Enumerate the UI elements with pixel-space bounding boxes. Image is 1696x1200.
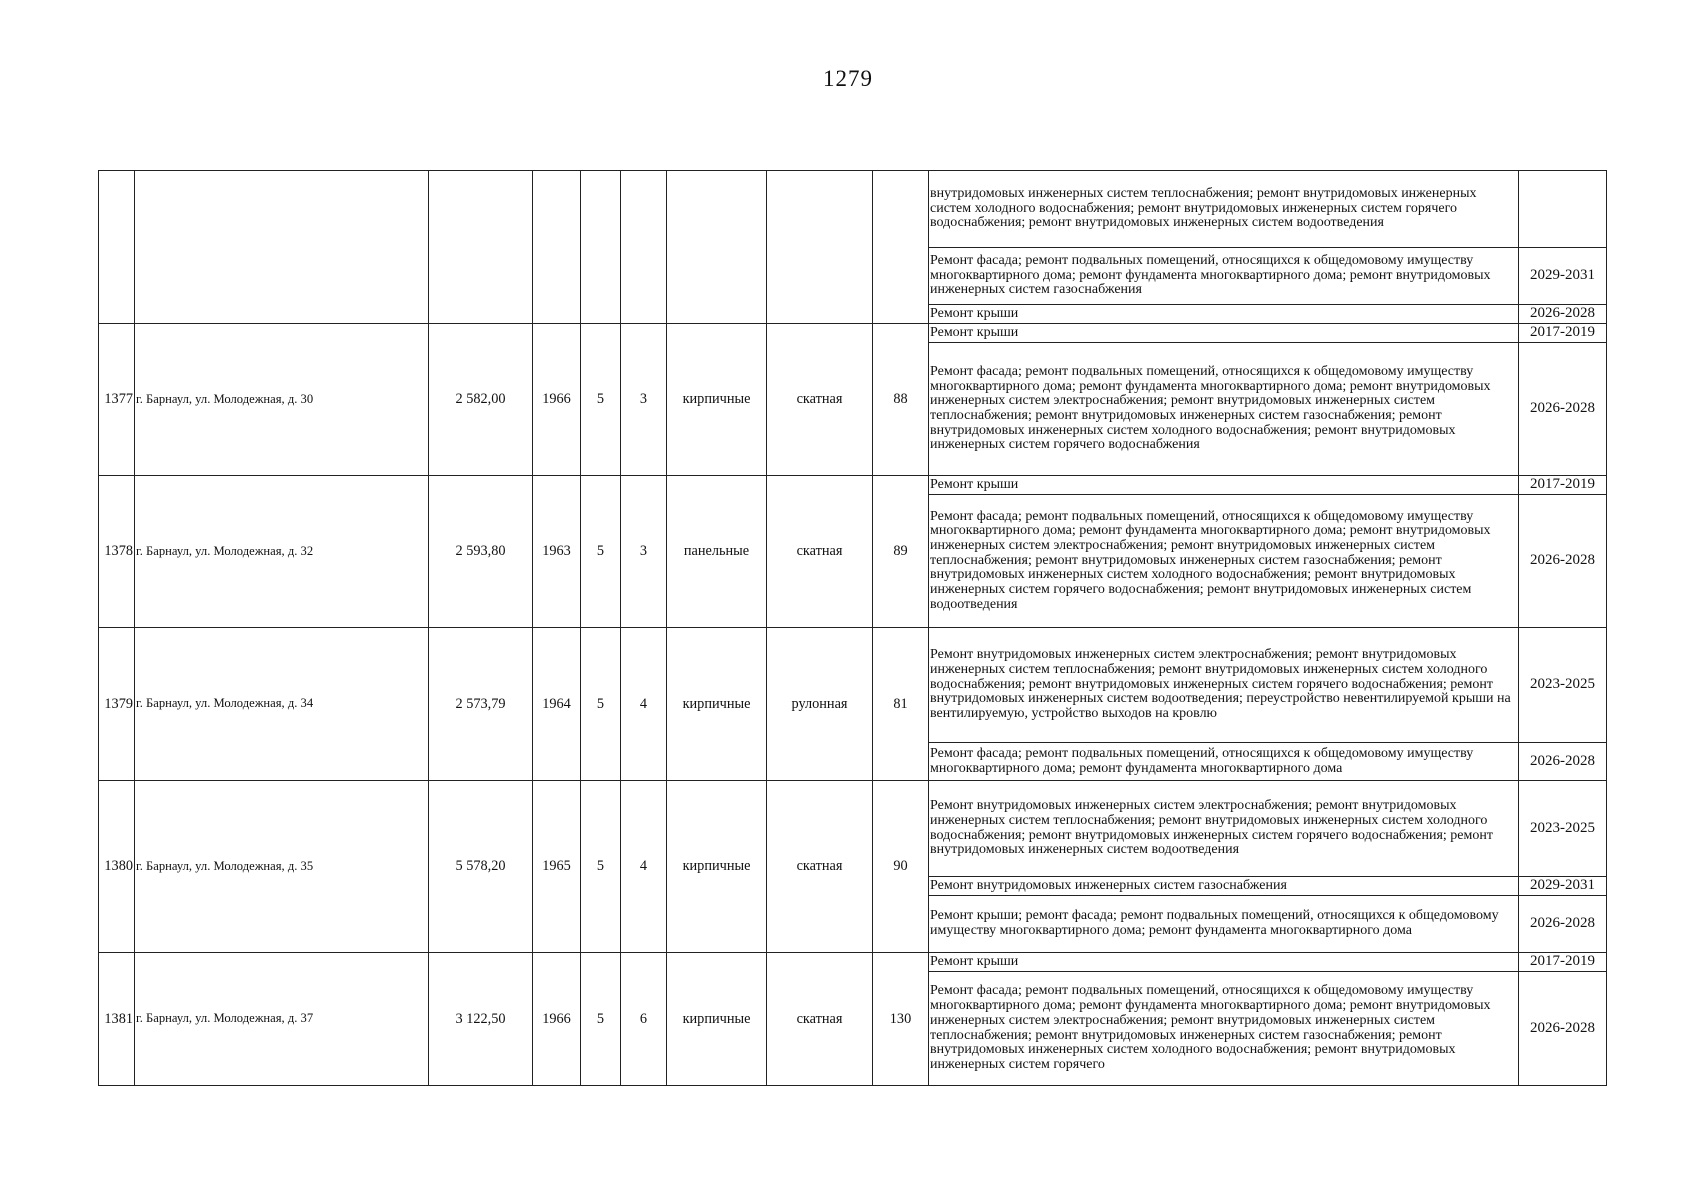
build-year: 1964 [533,628,581,781]
address: г. Барнаул, ул. Молодежная, д. 35 [135,781,429,953]
total-area: 2 573,79 [429,628,533,781]
work-description: Ремонт крыши [929,305,1519,324]
work-description: Ремонт крыши [929,953,1519,972]
work-period [1519,171,1607,248]
wall-material: панельные [667,476,767,628]
work-period: 2017-2019 [1519,324,1607,343]
total-area: 2 593,80 [429,476,533,628]
entrances: 4 [621,781,667,953]
total-area: 2 582,00 [429,324,533,476]
floors: 5 [581,781,621,953]
residents-count: 88 [873,324,929,476]
table-row [99,476,1607,495]
table-row [99,171,1607,248]
empty-roof-cell [767,171,873,324]
residents-count: 90 [873,781,929,953]
row-number: 1380 [99,781,135,953]
roof-type: скатная [767,476,873,628]
work-period: 2026-2028 [1519,305,1607,324]
row-number: 1381 [99,953,135,1086]
roof-type: рулонная [767,628,873,781]
work-period: 2026-2028 [1519,972,1607,1086]
work-description: Ремонт внутридомовых инженерных систем газоснабжения [929,877,1519,896]
total-area: 5 578,20 [429,781,533,953]
row-number: 1377 [99,324,135,476]
entrances: 3 [621,476,667,628]
residents-count: 130 [873,953,929,1086]
build-year: 1966 [533,324,581,476]
row-number: 1378 [99,476,135,628]
row-number: 1379 [99,628,135,781]
floors: 5 [581,476,621,628]
work-description: Ремонт крыши [929,324,1519,343]
work-period: 2026-2028 [1519,743,1607,781]
empty-num-cell [99,171,135,324]
table-row [99,781,1607,877]
wall-material: кирпичные [667,781,767,953]
wall-material: кирпичные [667,324,767,476]
table-row [99,628,1607,743]
roof-type: скатная [767,324,873,476]
empty-entrances-cell [621,171,667,324]
work-period: 2026-2028 [1519,495,1607,628]
work-period: 2026-2028 [1519,343,1607,476]
roof-type: скатная [767,781,873,953]
empty-area-cell [429,171,533,324]
address: г. Барнаул, ул. Молодежная, д. 30 [135,324,429,476]
work-period: 2029-2031 [1519,877,1607,896]
residents-count: 81 [873,628,929,781]
page-number: 1279 [823,66,873,91]
work-period: 2017-2019 [1519,953,1607,972]
address: г. Барнаул, ул. Молодежная, д. 32 [135,476,429,628]
empty-year-cell [533,171,581,324]
entrances: 3 [621,324,667,476]
work-description: Ремонт фасада; ремонт подвальных помещений, относящихся к общедомовому имуществу многоквартирного дома; ремонт фундамента многоквартирного дома; ремонт внутридомовых инженерных систем электроснабжения; ремонт внутридомовых инженерных систем теплоснабжения; ремонт внутридомовых инженерных систем газоснабжения; ремонт внутридомовых инженерных систем холодного водоснабжения; ремонт внутридомовых инженерных систем горячего водоснабжения [929,343,1519,476]
entrances: 4 [621,628,667,781]
roof-type: скатная [767,953,873,1086]
empty-residents-cell [873,171,929,324]
work-description: Ремонт фасада; ремонт подвальных помещений, относящихся к общедомовому имуществу многоквартирного дома; ремонт фундамента многоквартирного дома; ремонт внутридомовых инженерных систем электроснабжения; ремонт внутридомовых инженерных систем теплоснабжения; ремонт внутридомовых инженерных систем газоснабжения; ремонт внутридомовых инженерных систем холодного водоснабжения; ремонт внутридомовых инженерных систем горячего [929,972,1519,1086]
work-period: 2017-2019 [1519,476,1607,495]
empty-walls-cell [667,171,767,324]
work-description: Ремонт фасада; ремонт подвальных помещений, относящихся к общедомовому имуществу многоквартирного дома; ремонт фундамента многоквартирного дома; ремонт внутридомовых инженерных систем газоснабжения [929,248,1519,305]
work-period: 2023-2025 [1519,781,1607,877]
floors: 5 [581,324,621,476]
entrances: 6 [621,953,667,1086]
table-row [99,953,1607,972]
work-period: 2023-2025 [1519,628,1607,743]
work-description: Ремонт фасада; ремонт подвальных помещений, относящихся к общедомовому имуществу многоквартирного дома; ремонт фундамента многоквартирного дома [929,743,1519,781]
floors: 5 [581,628,621,781]
work-description: Ремонт крыши [929,476,1519,495]
empty-floors-cell [581,171,621,324]
work-period: 2026-2028 [1519,896,1607,953]
build-year: 1966 [533,953,581,1086]
work-description: Ремонт внутридомовых инженерных систем электроснабжения; ремонт внутридомовых инженерных систем теплоснабжения; ремонт внутридомовых инженерных систем холодного водоснабжения; ремонт внутридомовых инженерных систем горячего водоснабжения; ремонт внутридомовых инженерных систем водоотведения [929,781,1519,877]
address: г. Барнаул, ул. Молодежная, д. 34 [135,628,429,781]
address: г. Барнаул, ул. Молодежная, д. 37 [135,953,429,1086]
work-description: Ремонт фасада; ремонт подвальных помещений, относящихся к общедомовому имуществу многоквартирного дома; ремонт фундамента многоквартирного дома; ремонт внутридомовых инженерных систем электроснабжения; ремонт внутридомовых инженерных систем теплоснабжения; ремонт внутридомовых инженерных систем газоснабжения; ремонт внутридомовых инженерных систем холодного водоснабжения; ремонт внутридомовых инженерных систем горячего водоснабжения; ремонт внутридомовых инженерных систем водоотведения [929,495,1519,628]
work-description: Ремонт крыши; ремонт фасада; ремонт подвальных помещений, относящихся к общедомовому имуществу многоквартирного дома; ремонт фундамента многоквартирного дома [929,896,1519,953]
wall-material: кирпичные [667,953,767,1086]
wall-material: кирпичные [667,628,767,781]
work-period: 2029-2031 [1519,248,1607,305]
residents-count: 89 [873,476,929,628]
work-description: Ремонт внутридомовых инженерных систем электроснабжения; ремонт внутридомовых инженерных систем теплоснабжения; ремонт внутридомовых инженерных систем холодного водоснабжения; ремонт внутридомовых инженерных систем горячего водоснабжения; ремонт внутридомовых инженерных систем водоотведения; переустройство невентилируемой крыши на вентилируемую, устройство выходов на кровлю [929,628,1519,743]
empty-address-cell [135,171,429,324]
build-year: 1965 [533,781,581,953]
table-row [99,324,1607,343]
build-year: 1963 [533,476,581,628]
floors: 5 [581,953,621,1086]
total-area: 3 122,50 [429,953,533,1086]
work-description: внутридомовых инженерных систем теплоснабжения; ремонт внутридомовых инженерных систем холодного водоснабжения; ремонт внутридомовых инженерных систем горячего водоснабжения; ремонт внутридомовых инженерных систем водоотведения [929,171,1519,248]
repair-schedule-table [98,170,1607,1086]
